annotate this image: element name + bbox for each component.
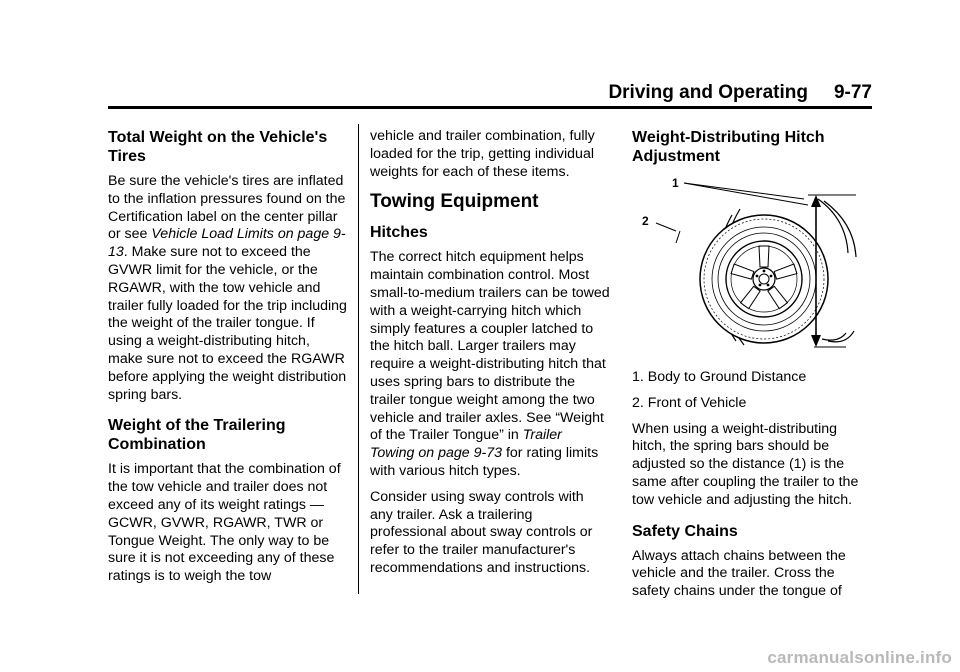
heading-safety-chains: Safety Chains bbox=[632, 522, 738, 540]
legend-item: 1. Body to Ground Distance bbox=[632, 369, 807, 385]
paragraph-weight-combination: It is important that the combination of the tow vehicle and trailer does not exceed any of its weight ratings — GCWR, GVWR, RGAWR, TWR or Tongue Weight. The only way to be sure it is not exceeding any of these ratings is to weigh the tow bbox=[108, 461, 341, 585]
heading-hitches: Hitches bbox=[370, 224, 428, 242]
heading-weight-distributing-hitch: Weight-Distributing Hitch Adjustment bbox=[632, 129, 825, 165]
section-title: Driving and Operating bbox=[608, 82, 808, 103]
page-header bbox=[608, 82, 872, 104]
heading-total-weight: Total Weight on the Vehicle's Tires bbox=[108, 129, 328, 165]
paragraph-safety-chains: Always attach chains between the vehicle and the trailer. Cross the safety chains under the tongue of bbox=[632, 547, 846, 600]
column-divider bbox=[358, 124, 359, 594]
link-trailer-towing[interactable]: Trailer Towing on page 9-73 bbox=[370, 427, 562, 462]
legend-item: 2. Front of Vehicle bbox=[632, 394, 747, 411]
link-vehicle-load-limits[interactable]: Vehicle Load Limits on page 9-13 bbox=[108, 226, 346, 261]
hitch-adjustment-figure bbox=[632, 173, 872, 363]
heading-weight-combination: Weight of the Trailering Combination bbox=[108, 417, 286, 454]
heading-towing-equipment: Towing Equipment bbox=[370, 191, 539, 213]
figure-legend bbox=[632, 369, 872, 413]
paragraph-total-weight: Be sure the vehicle's tires are inflated to the inflation pressures found on the Certification label on the center pillar or see Vehicle Load Limits on page 9-13. Make sure not to exceed the GVWR limit for the vehicle, or the RGAWR, with the tow vehicle and trailer fully loaded for the trip including the weight of the trailer tongue. If using a weight-distributing hitch, make sure not to exceed the RGAWR before applying the weight distribution spring bars. bbox=[108, 173, 347, 403]
wheel-diagram bbox=[632, 173, 872, 363]
watermark: carmanualsonline.info bbox=[767, 648, 952, 667]
column-2 bbox=[370, 128, 610, 586]
paragraph-sway-controls: Consider using sway controls with any trailer. Ask a trailering professional about sway controls or refer to the trailer manufacturer's recommendations and instructions. bbox=[370, 488, 593, 576]
figure-label-2: 2 bbox=[642, 214, 649, 228]
paragraph-hitch-adjustment: When using a weight-distributing hitch, the spring bars should be adjusted so the distance (1) is the same after coupling the trailer to the tow vehicle and adjusting the hitch. bbox=[632, 420, 859, 508]
paragraph-continued: vehicle and trailer combination, fully loaded for the trip, getting individual weights for each of these items. bbox=[370, 128, 595, 180]
column-1 bbox=[108, 128, 348, 594]
figure-label-1: 1 bbox=[672, 176, 679, 190]
column-3 bbox=[632, 128, 872, 609]
page-number: 9-77 bbox=[833, 82, 872, 103]
header-rule bbox=[108, 106, 872, 109]
paragraph-hitches: The correct hitch equipment helps maintain combination control. Most small-to-medium trailers can be towed with a weight-carrying hitch which simply features a coupler latched to the hitch ball. Larger trailers may require a weight-distributing hitch that uses spring bars to distribute the trailer tongue weight among the two vehicle and trailer axles. See “Weight of the Trailer Tongue” in Trailer Towing on page 9-73 for rating limits with various hitch types. bbox=[370, 249, 610, 479]
